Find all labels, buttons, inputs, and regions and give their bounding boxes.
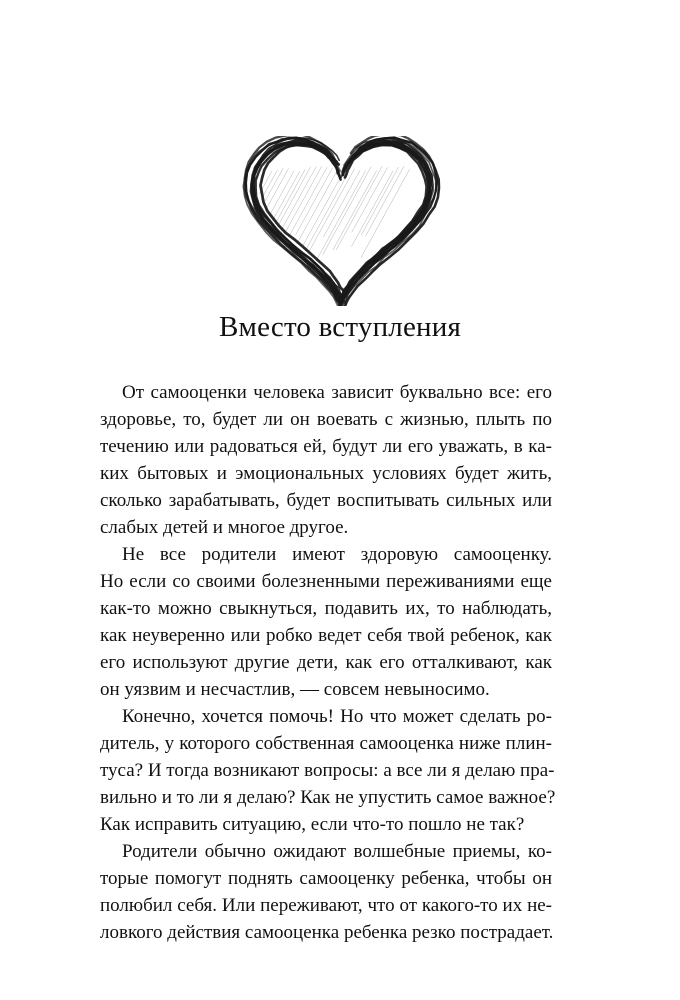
heart-hatch-line bbox=[300, 169, 355, 269]
heart-hatch-line bbox=[366, 166, 404, 236]
heart-hatch-line bbox=[352, 171, 394, 247]
text-line: Как исправить ситуацию, если что-то пошло не так? bbox=[100, 814, 525, 835]
paragraph bbox=[100, 541, 552, 703]
chapter-title: Вместо вступления bbox=[218, 311, 462, 343]
body-text bbox=[100, 379, 556, 946]
heart-hatch-line bbox=[336, 167, 382, 250]
text-line: здоровье, то, будет ли он воевать с жизнью, плыть по bbox=[100, 409, 552, 430]
paragraph bbox=[100, 379, 552, 541]
text-line: как-то можно свыкнуться, подавить их, то наблюдать, bbox=[100, 598, 552, 619]
text-line: туса? И тогда возникают вопросы: а все ли я делаю пра- bbox=[100, 760, 555, 781]
heart-sketch-icon bbox=[232, 136, 452, 306]
text-line: Но если со своими болезненными переживаниями еще bbox=[100, 571, 552, 592]
heart-outline-stroke bbox=[256, 145, 427, 299]
heart-outline-stroke bbox=[246, 137, 432, 305]
heart-hatch-line bbox=[362, 167, 399, 234]
heart-hatch-line bbox=[289, 169, 338, 259]
text-line: сколько зарабатывать, будет воспитывать сильных или bbox=[100, 490, 552, 511]
text-line: слабых детей и многое другое. bbox=[100, 517, 349, 538]
text-line: как неуверенно или робко ведет себя твой ребенок, как bbox=[100, 625, 552, 646]
heart-hatch-line bbox=[280, 167, 321, 242]
text-line: течению или радоваться ей, будут ли его уважать, в ка- bbox=[100, 436, 552, 457]
heart-outline-stroke bbox=[251, 140, 433, 305]
text-line: Родители обычно ожидают волшебные приемы, ко- bbox=[122, 841, 552, 862]
heart-illustration bbox=[232, 136, 452, 306]
paragraph bbox=[100, 703, 556, 838]
heart-hatch-line bbox=[333, 171, 377, 250]
text-line: ких бытовых и эмоциональных условиях будет жить, bbox=[100, 463, 552, 484]
text-line: его используют другие дети, как его отталкивают, как bbox=[100, 652, 552, 673]
heart-outline-stroke bbox=[245, 136, 437, 306]
text-line: полюбил себя. Или переживают, что от какого-то их не- bbox=[100, 895, 552, 916]
text-line: Конечно, хочется помочь! Но что может сделать ро- bbox=[122, 706, 552, 727]
text-line: Не все родители имеют здоровую самооценку. bbox=[122, 544, 552, 565]
text-line: вильно и то ли я делаю? Как не упустить самое важное? bbox=[100, 787, 556, 808]
text-line: он уязвим и несчастлив, — совсем невыносимо. bbox=[100, 679, 490, 700]
heart-hatch-line bbox=[352, 167, 388, 232]
text-line: От самооценки человека зависит буквально все: его bbox=[122, 382, 552, 403]
text-line: торые помогут поднять самооценку ребенка, чтобы он bbox=[100, 868, 552, 889]
text-line: ловкого действия самооценка ребенка резко пострадает. bbox=[100, 922, 554, 943]
text-line: дитель, у которого собственная самооценка ниже плин- bbox=[100, 733, 552, 754]
heart-hatch-line bbox=[312, 171, 365, 268]
heart-outline-stroke bbox=[253, 141, 430, 301]
heart-hatch-line bbox=[303, 172, 344, 247]
paragraph bbox=[100, 838, 552, 946]
